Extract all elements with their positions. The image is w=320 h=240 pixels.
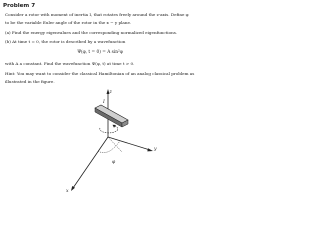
y-axis-arrowhead <box>147 148 153 151</box>
hint-line-2: illustrated in the figure. <box>5 79 55 84</box>
part-b-text: (b) At time t = 0, the rotor is described by a wavefunction <box>5 39 126 44</box>
z-axis-label: z <box>109 90 112 95</box>
rotation-arc <box>100 126 118 133</box>
problem-title: Problem 7 <box>3 3 36 9</box>
after-equation-text: with A a constant. Find the wavefunction Ψ(φ, t) at time t > 0. <box>5 61 135 66</box>
hint-line-1: Hint: You may want to consider the classical Hamiltonian of an analog classical problem as <box>5 71 195 76</box>
intro-line-1: Consider a rotor with moment of inertia I, that rotates freely around the z-axis. Define φ <box>5 12 189 17</box>
rotor-label: I <box>103 100 105 105</box>
part-a-text: (a) Find the energy eigenvalues and the corresponding normalized eigenfunctions. <box>5 30 178 35</box>
x-axis-arrowhead <box>71 186 75 191</box>
wavefunction-equation: Ψ(φ, t = 0) = A sin²φ <box>77 50 123 55</box>
phi-label: φ <box>112 160 116 165</box>
intro-line-2: to be the variable Euler angle of the rotor in the x − y plane. <box>5 20 132 25</box>
x-axis <box>73 137 108 188</box>
x-axis-label: x <box>66 189 69 194</box>
y-axis-label: y <box>154 147 157 152</box>
